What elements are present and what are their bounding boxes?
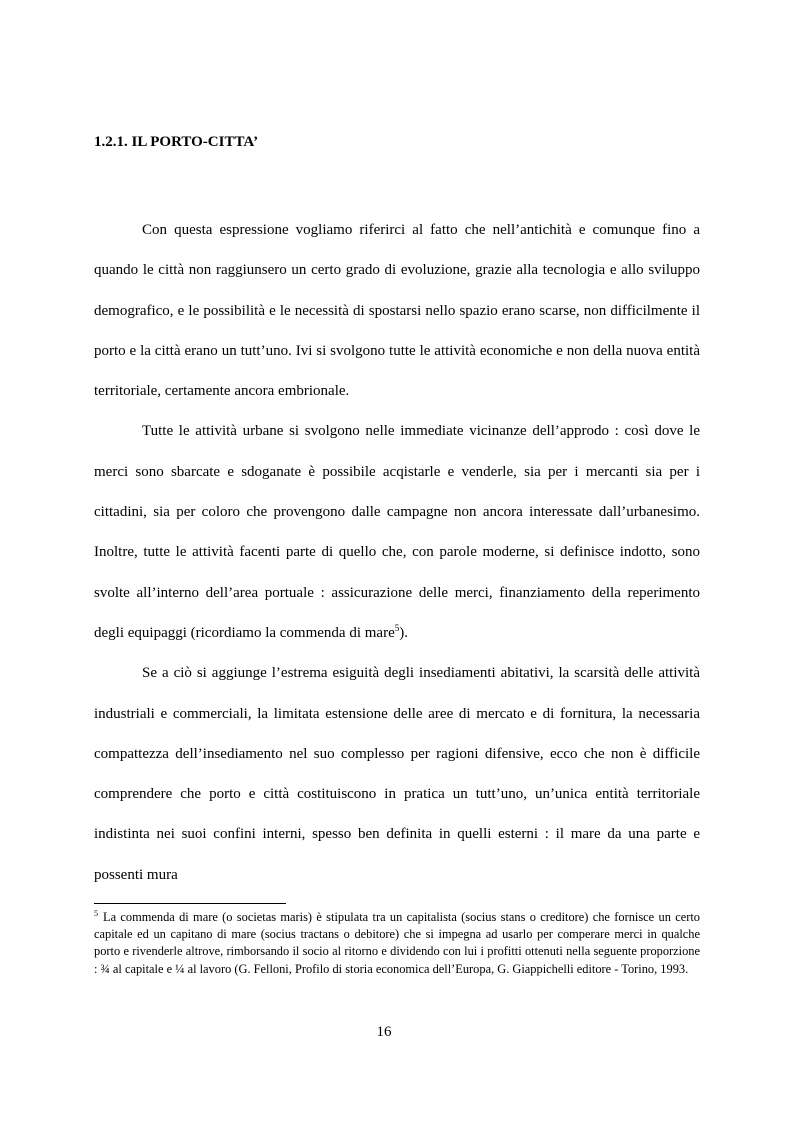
footnote-reference: 5 — [394, 622, 400, 633]
section-heading: 1.2.1. IL PORTO-CITTA’ — [94, 134, 259, 150]
page-number: 16 — [376, 1024, 392, 1040]
paragraph-3: Se a ciò si aggiunge l’estrema esiguità degli insediamenti abitativi, la scarsità delle attività industriali e commerciali, la limitata estensione delle aree di mercato e di fornitura, la necessaria compattezza dell’insediamento nel suo complesso per ragioni difensive, ecco che non è difficile comprendere che porto e città costituiscono in pratica un tutt’uno, un’unica entità territoriale indistinta nei suoi confini interni, spesso ben definita in quelli esterni : il mare da una parte e possenti mura — [94, 665, 700, 883]
paragraph-2-text: Tutte le attività urbane si svolgono nelle immediate vicinanze dell’approdo : così dove le merci sono sbarcate e sdoganate è possibile acqistarle e venderle, sia per i mercanti sia per i cittadini, sia per coloro che provengono dalle campagne non ancora interessate dall’urbanesimo. Inoltre, tutte le attività facenti parte di quello che, con parole moderne, si definisce indotto, sono svolte all’interno dell’area portuale : assicurazione delle merci, finanziamento della reperimento degli equipaggi (ricordiamo la commenda di mare — [94, 423, 700, 641]
paragraph-2 — [94, 411, 700, 653]
footnote-divider — [94, 903, 286, 904]
paragraph-2-tail: ). — [399, 624, 408, 641]
footnote-number: 5 — [94, 909, 98, 918]
footnote — [94, 909, 700, 978]
paragraph-1: Con questa espressione vogliamo riferirci al fatto che nell’antichità e comunque fino a quando le città non raggiunsero un certo grado di evoluzione, grazie alla tecnologia e allo sviluppo demografico, e le possibilità e le necessità di spostarsi nello spazio erano scarse, non difficilmente il porto e la città erano un tutt’uno. Ivi si svolgono tutte le attività economiche e non della nuova entità territoriale, certamente ancora embrionale. — [94, 222, 700, 400]
footnote-text: La commenda di mare (o societas maris) è stipulata tra un capitalista (socius stans o creditore) che fornisce un certo capitale ed un capitano di mare (socius tractans o debitore) che si impegna ad usarlo per comperare merci in qualche porto e rivenderle altrove, rimborsando il socio al ritorno e dividendo con lui i profitti ottenuti nella seguente proporzione : ¾ al capitale e ¼ al lavoro (G. Felloni, Profilo di storia economica dell’Europa, G. Giappichelli editore - Torino, 1993. — [94, 910, 700, 976]
body-text — [94, 210, 700, 895]
